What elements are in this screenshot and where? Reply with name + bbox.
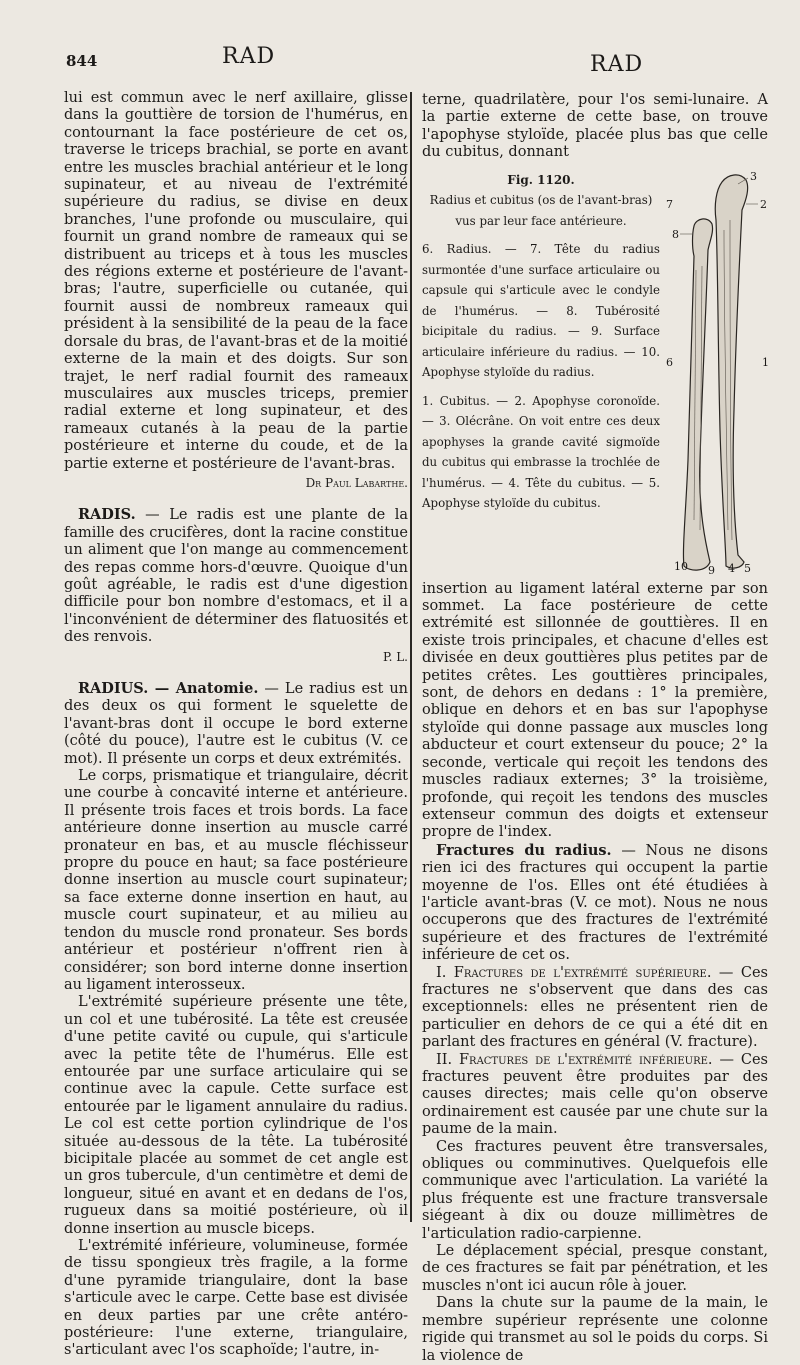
figure-caption: Radius et cubitus (os de l'avant-bras) vus par leur face antérieure. <box>429 193 653 228</box>
label-6: 6 <box>666 355 673 369</box>
section-ii <box>422 1052 768 1139</box>
author-signature: Dr Paul Labarthe. <box>305 475 408 490</box>
entry-radius-head: RADIUS. <box>78 680 149 697</box>
running-head-right: RAD <box>590 52 644 77</box>
label-7: 7 <box>666 197 673 211</box>
right-column <box>422 92 768 1365</box>
section-i-text: — Ces fractures ne s'observent que dans des cas exceptionnels: elles ne présentent rien de particulier en dehors de ce qui a été dit en parlant des fractures en général (V. fracture). <box>422 964 768 1051</box>
figure-title: Fig. 1120. <box>507 172 575 187</box>
entry-radius <box>64 680 408 768</box>
figure-legend-cubitus: 1. Cubitus. — 2. Apophyse coronoïde. — 3. Olécrâne. On voit entre ces deux apophyses la grande cavité sigmoïde du cubitus qui embrasse la trochlée de l'humérus. — 4. Tête du cubitus. — 5. Apophyse styloïde du cubitus. <box>422 393 660 511</box>
paragraph-continuation: terne, quadrilatère, pour l'os semi-lunaire. A la partie externe de cette base, on trouve l'apophyse styloïde, placée plus bas que celle du cubitus, donnant <box>422 92 768 161</box>
entry-fractures <box>422 842 768 965</box>
page-number: 844 <box>66 52 98 70</box>
section-i <box>422 965 768 1052</box>
figure-1120 <box>422 170 768 575</box>
fractures-head: Fractures du radius. <box>436 841 612 859</box>
column-divider <box>410 92 412 1222</box>
radial-nerve-paragraph: lui est commun avec le nerf axillaire, glisse dans la gouttière de torsion de l'humérus, en contournant la face postérieure de cet os, traverse le triceps brachial, se porte en avant entre les muscles brachial antérieur et le long supinateur, et au niveau de l'extrémité supérieure du radius, se divise en deux branches, l'une profonde ou musculaire, qui fournit un grand nombre de rameaux qui se distribuent au triceps et à tous les muscles des régions externe et postérieure de l'avant-bras; l'autre, superficielle ou cutanée, qui fournit aussi de nombreux rameaux qui président à la sensibilité de la peau de la face dorsale du bras, de l'avant-bras et de la moitié externe de la main et des doigts. Sur son trajet, le nerf radial fournit des rameaux musculaires aux muscles triceps, premier radial externe et long supinateur, et des rameaux cutanés à la peau de la partie postérieure et interne du coude, et de la partie externe et postérieure de l'avant-bras. <box>64 90 408 472</box>
figure-text <box>422 170 660 514</box>
paragraph-corps: Le corps, prismatique et triangulaire, décrit une courbe à concavité interne et antérieure. Il présente trois faces et trois bords. La face antérieure donne insertion au muscle carré pronateur en bas, et au muscle fléchisseur propre du pouce en haut; sa face postérieure donne insertion au muscle court supinateur; sa face externe donne insertion en haut, au muscle court supinateur, et au milieu au tendon du muscle rond pronateur. Ses bords antérieur et postérieur n'offrent rien à considérer; son bord interne donne insertion au ligament interosseux. <box>64 768 408 993</box>
paragraph-extremite-superieure: L'extrémité supérieure présente une tête, un col et une tubérosité. La tête est creusée d'une petite cavité ou cupule, qui s'articule avec la petite tête de l'humérus. Elle est entourée par une surface articulaire qui se continue avec la capule. Cette surface est entourée par le ligament annulaire du radius. Le col est cette portion cylindrique de l'os située au-dessous de la tête. La tubérosité bicipitale placée au sommet de cet angle est un gros tubercule, d'un centimètre et demi de longueur, situé en avant et en dedans de l'os, rugueux dans sa moitié postérieure, où il donne insertion au muscle biceps. <box>64 994 408 1237</box>
section-i-head: I. Fractures de l'extrémité supérieure. <box>436 964 712 981</box>
paragraph-types: Ces fractures peuvent être transversales, obliques ou comminutives. Quelquefois elle communique avec l'articulation. La variété la plus fréquente est une fracture transversale siégeant à dix ou douze millimètres de l'articulation radio-carpienne. <box>422 1138 768 1242</box>
section-ii-text: — Ces fractures peuvent être produites par des causes directes; mais celle qu'on observe ordinairement est causée par une chute sur la paume de la main. <box>422 1051 768 1138</box>
left-column <box>64 90 408 1360</box>
paragraph-chute: Dans la chute sur la paume de la main, le membre supérieur représente une colonne rigide qui transmet au sol le poids du corps. Si la violence de <box>422 1295 768 1364</box>
entry-radius-subhead: — Anatomie. <box>148 680 259 697</box>
entry-radius-text: — Le radius est un des deux os qui forment le squelette de l'avant-bras dont il occupe le bord externe (côté du pouce), l'autre est le cubitus (V. ce mot). Il présente un corps et deux extrémités. <box>64 681 408 767</box>
entry-radis-head: RADIS. <box>78 506 136 524</box>
figure-legend-radius: 6. Radius. — 7. Tête du radius surmontée d'une surface articulaire ou capsule qui s'articule avec le condyle de l'humérus. — 8. Tubérosité bicipitale du radius. — 9. Surface articulaire inférieure du radius. — 10. Apophyse styloïde du radius. <box>422 242 660 380</box>
paragraph-extremite-inferieure: L'extrémité inférieure, volumineuse, formée de tissu spongieux très fragile, a la forme d'une pyramide triangulaire, dont la base s'articule avec le carpe. Cette base est divisée en deux parties par une crête antéro-postérieure: l'une externe, triangulaire, s'articulant avec l'os scaphoïde; l'autre, in- <box>64 1238 408 1359</box>
entry-radis-text: — Le radis est une plante de la famille des crucifères, dont la racine constitue un aliment que l'on mange au commencement des repas comme hors-d'œuvre. Quoique d'un goût agréable, le radis est d'une digestion difficile pour bon nombre d'estomacs, et il a l'inconvénient de déterminer des flatuosités et des renvois. <box>64 507 408 646</box>
section-ii-head: II. Fractures de l'extrémité inférieure. <box>436 1051 713 1068</box>
entry-radis <box>64 506 408 646</box>
author-initials: P. L. <box>382 649 408 664</box>
forearm-bones-illustration <box>666 170 770 575</box>
paragraph-deplacement: Le déplacement spécial, presque constant, de ces fractures se fait par pénétration, et les muscles n'ont ici aucun rôle à jouer. <box>422 1243 768 1294</box>
label-2: 2 <box>760 197 767 211</box>
label-3: 3 <box>750 169 757 183</box>
label-8: 8 <box>672 227 679 241</box>
label-9: 9 <box>708 563 715 575</box>
paragraph-after-figure: insertion au ligament latéral externe par son sommet. La face postérieure de cette extrémité est sillonnée de gouttières. Il en existe trois principales, et chacune d'elles est divisée en deux gouttières plus petites par de petites crêtes. Les gouttières principales, sont, de dehors en dedans : 1° la première, oblique en dehors et en bas sur l'apophyse styloïde qui donne passage aux muscles long abducteur et court extenseur du pouce; 2° la seconde, verticale qui reçoit les tendons des muscles radiaux externes; 3° la troisième, profonde, qui reçoit les tendons des muscles extenseur commun des doigts et extenseur propre de l'index. <box>422 580 768 841</box>
label-10: 10 <box>674 559 688 573</box>
label-5: 5 <box>744 561 751 575</box>
fractures-text: — Nous ne disons rien ici des fractures qui occupent la partie moyenne de l'os. Elles ont été étudiées à l'article avant-bras (V. ce mot). Nous ne nous occuperons que des fractures de l'extrémité supérieure et des fractures de l'extrémité inférieure de cet os. <box>422 842 768 964</box>
label-1: 1 <box>762 355 769 369</box>
label-4: 4 <box>728 561 735 575</box>
running-head-left: RAD <box>222 44 276 69</box>
